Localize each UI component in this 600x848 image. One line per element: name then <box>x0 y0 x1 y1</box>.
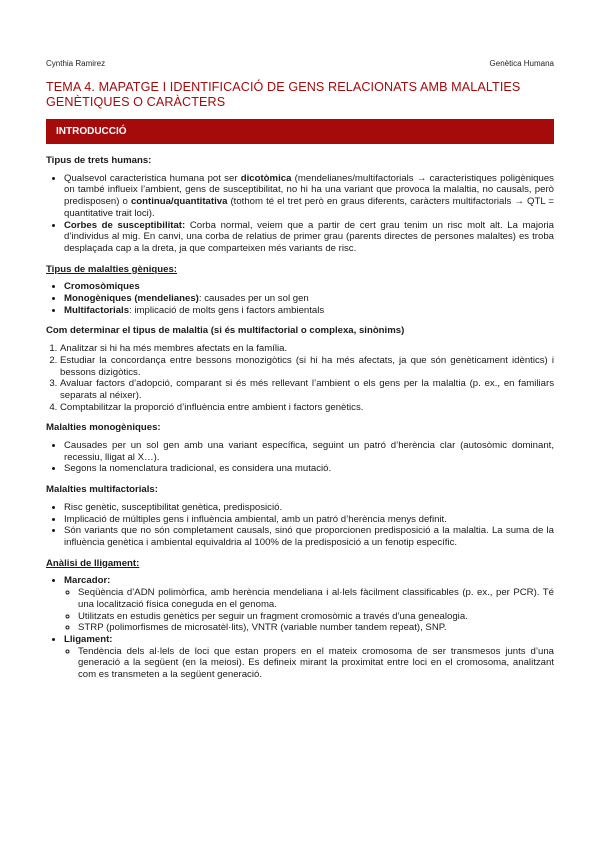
section-heading-multifactorials: Malalties multifactorials: <box>46 484 158 496</box>
list-item: ◦ Utilitzats en estudis genètics per seguir un fragment cromosòmic a través d’una genealogia. <box>78 611 554 623</box>
section-banner-label: INTRODUCCIÓ <box>56 126 127 137</box>
list-item: • Segons la nomenclatura tradicional, es considera una mutació. <box>64 463 554 475</box>
bold-term: Lligament: <box>64 633 113 645</box>
list-item <box>64 281 554 293</box>
text: Qualsevol caracteristica humana pot ser <box>64 172 241 184</box>
list-multifactorials <box>46 502 554 549</box>
list-item: • Són variants que no són completament causals, sinó que proporcionen predisposició a la malaltia. La suma de la influència genètica i ambiental equivaldria al 100% de la predisposició a un fenotip específic. <box>64 525 554 548</box>
section-heading-lligament: Anàlisi de lligament: <box>46 557 140 569</box>
bold-term: Cromosòmiques <box>64 281 140 293</box>
text: (mendelianes/multifactorials → caracteristiques poligèniques on també influeix l’ambient, gens de susceptibilitat, no hi ha una variant que provoca la malaltia, no causals, però predisposen) o <box>64 172 554 208</box>
numbered-list-determinar <box>46 343 554 413</box>
text: (tothom té el tret però en graus diferents, caràcters multifactorials → QTL = quantitative trait loci). <box>64 196 555 219</box>
sublist-marcador <box>64 587 554 634</box>
list-item: • Causades per un sol gen amb una variant específica, seguint un patró d’herència clar (autosòmic dominant, recessiu, lligat al X…). <box>64 440 554 463</box>
section-heading-monogeniques: Malalties monogèniques: <box>46 422 161 434</box>
list-item <box>64 575 554 634</box>
section-heading-determinar: Com determinar el tipus de malaltia (si és multifactorial o complexa, sinònims) <box>46 325 405 337</box>
list-malalties <box>46 281 554 316</box>
text: Corba normal, veiem que a partir de cert grau tenim un risc molt alt. La majoria d’individus al mig. En canvi, una corba de relatius de primer grau (parents directes de persones malaltes) es troba desplaçada cap a la dreta, ja que comparteixen més variants de risc. <box>64 219 555 254</box>
list-item <box>64 634 554 681</box>
list-monogeniques <box>46 440 554 475</box>
text: : implicació de molts gens i factors ambientals <box>129 304 325 316</box>
list-item <box>64 293 554 305</box>
bold-term: Corbes de susceptibilitat: <box>64 219 186 231</box>
page-header <box>46 59 554 68</box>
list-lligament <box>46 575 554 680</box>
sublist-lligament <box>64 646 554 681</box>
list-item: ◦ STRP (polimorfismes de microsatèl·lits), VNTR (variable number tandem repeat), SNP. <box>78 622 554 634</box>
header-author: Cynthia Ramirez <box>46 59 106 68</box>
list-item: 4. Comptabilitzar la proporció d’influència entre ambient i factors genètics. <box>60 402 554 414</box>
bold-term: continua/quantitativa <box>130 196 228 208</box>
section-heading-malalties: Tipus de malalties gèniques: <box>46 263 177 275</box>
bold-term: Monogèniques (mendelianes) <box>64 293 199 305</box>
document-body <box>46 151 554 690</box>
list-item <box>64 220 554 255</box>
list-item: 3. Avaluar factors d’adopció, comparant si és més rellevant l’ambient o els gens per la malaltia (p. ex., en familiars separats al néixer). <box>60 378 554 401</box>
list-item <box>64 305 554 317</box>
list-item <box>64 173 554 220</box>
list-item: 1. Analitzar si hi ha més membres afectats en la família. <box>60 343 554 355</box>
document-title: TEMA 4. MAPATGE I IDENTIFICACIÓ DE GENS RELACIONATS AMB MALALTIES GENÈTIQUES O CARÀCTERS <box>46 80 521 109</box>
bold-term: Multifactorials <box>64 304 130 316</box>
list-item: • Implicació de múltiples gens i influència ambiental, amb un patró d’herència menys definit. <box>64 514 554 526</box>
bold-term: dicotòmica <box>240 172 292 184</box>
header-subject: Genètica Humana <box>489 59 554 68</box>
list-item: 2. Estudiar la concordança entre bessons monozigòtics (si hi ha més afectats, ja que són genèticament idèntics) i bessons dizigòtics. <box>60 355 554 378</box>
bold-term: Marcador: <box>64 575 111 587</box>
section-heading-trets: Tipus de trets humans: <box>46 155 152 166</box>
section-banner <box>46 119 554 144</box>
text: : causades per un sol gen <box>198 293 309 305</box>
list-item: • Risc genètic, susceptibilitat genètica, predisposició. <box>64 502 554 514</box>
list-item: ◦ Seqüència d’ADN polimòrfica, amb herència mendeliana i al·lels fàcilment classificables (p. ex., per PCR). Té una localització física coneguda en el genoma. <box>78 587 554 610</box>
list-item: ◦ Tendència dels al·lels de loci que estan propers en el mateix cromosoma de ser transmesos junts d’una generació a la següent (en la meiosi). Es defineix mirant la proximitat entre loci en el cromosoma, analitzant com es transmeten a la següent generació. <box>78 646 554 681</box>
list-trets <box>46 173 554 255</box>
